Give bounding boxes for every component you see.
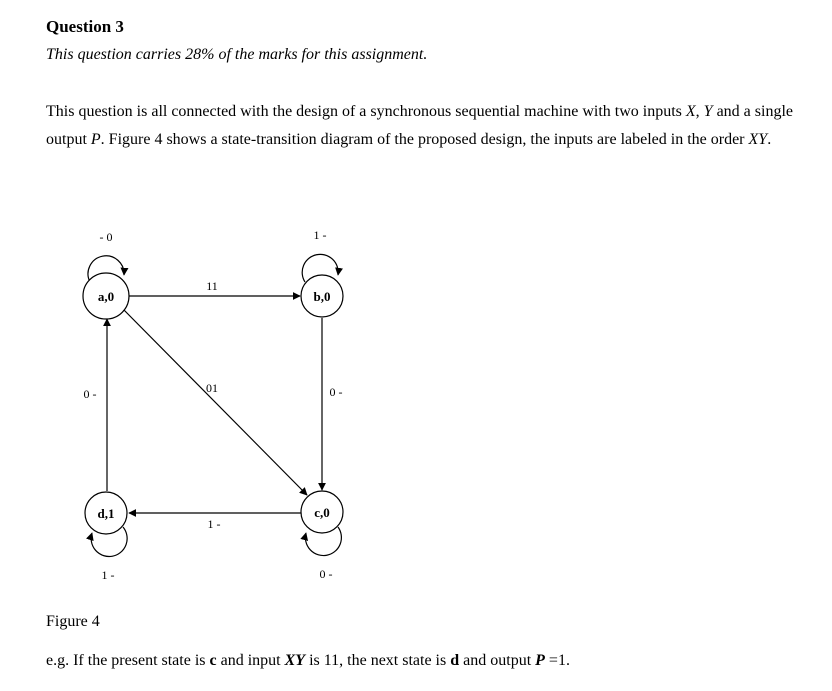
- var-x: X: [685, 103, 696, 120]
- para-text-4: . Figure 4 shows a state-transition diagram of the proposed design, the inputs are labeled in the order: [100, 131, 749, 148]
- state-a: [83, 273, 129, 319]
- figure-caption: Figure 4: [46, 613, 100, 630]
- label-b-to-c: 0 -: [329, 385, 343, 399]
- example-text-5: =1.: [544, 652, 570, 669]
- para-text-2: ,: [695, 103, 704, 120]
- var-y: Y: [703, 103, 713, 120]
- example-text-3: is 11, the next state is: [305, 652, 451, 669]
- label-a-to-c: 01: [206, 381, 218, 395]
- var-xy: XY: [748, 131, 768, 148]
- example-output-name: P: [535, 652, 545, 669]
- label-c-self: 0 -: [319, 567, 333, 581]
- label-a-self: - 0: [99, 230, 113, 244]
- state-b: [301, 275, 343, 317]
- state-b-label: b,0: [313, 289, 331, 304]
- state-transition-diagram: [60, 215, 380, 595]
- example-line: [46, 652, 570, 670]
- example-text-1: e.g. If the present state is: [46, 652, 210, 669]
- para-text-1: This question is all connected with the design of a synchronous sequential machine with two inputs: [46, 103, 686, 120]
- label-d-self: 1 -: [101, 568, 115, 582]
- para-text-3: and a single output: [46, 103, 793, 148]
- label-c-to-d: 1 -: [207, 517, 221, 531]
- edge-a-to-c: [123, 309, 307, 495]
- example-state: c: [209, 652, 217, 669]
- example-next: d: [450, 652, 460, 669]
- state-c-label: c,0: [314, 505, 330, 520]
- example-input-name: XY: [284, 652, 306, 669]
- label-a-to-b: 11: [206, 279, 218, 293]
- state-d-label: d,1: [97, 506, 115, 521]
- var-p: P: [90, 131, 101, 148]
- label-b-self: 1 -: [313, 228, 327, 242]
- para-text-5: .: [767, 131, 772, 148]
- question-paragraph: [46, 98, 806, 154]
- example-text-2: and input: [216, 652, 285, 669]
- question-title: Question 3: [46, 17, 124, 36]
- question-subtitle: This question carries 28% of the marks for this assignment.: [46, 46, 428, 63]
- state-c: [301, 491, 343, 533]
- state-d: [85, 492, 127, 534]
- state-a-label: a,0: [97, 289, 115, 304]
- example-text-4: and output: [459, 652, 536, 669]
- label-d-to-a: 0 -: [83, 387, 97, 401]
